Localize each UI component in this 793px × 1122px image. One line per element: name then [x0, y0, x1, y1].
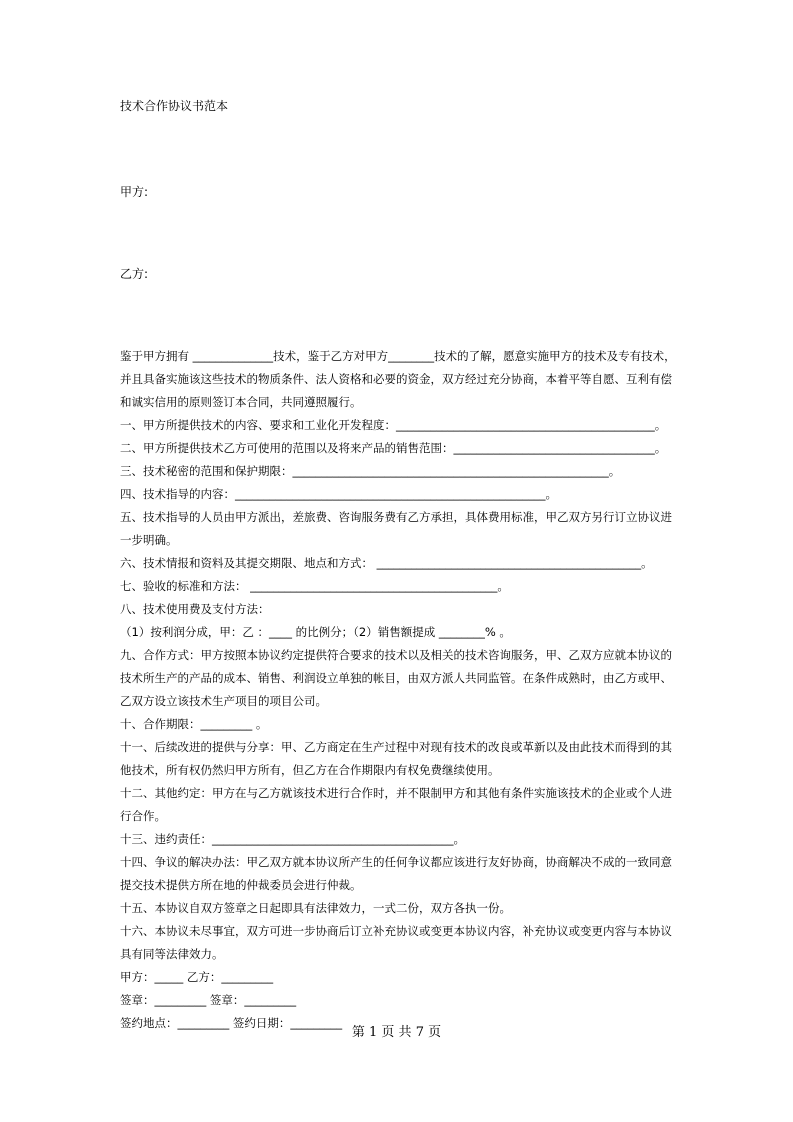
- agreement-body: [120, 345, 680, 1035]
- paragraph-clause-4: 四、技术指导的内容：______________________________________________________。: [120, 487, 557, 501]
- signature-seal-line: 签章：_________ 签章：_________: [120, 993, 297, 1007]
- paragraph-clause-8: 八、技术使用费及支付方法：: [120, 602, 270, 616]
- paragraph-clause-10: 十、合作期限：_________ 。: [120, 717, 268, 731]
- paragraph-clause-13: 十三、违约责任：__________________________________________。: [120, 832, 465, 846]
- party-b-label: 乙方:: [120, 267, 149, 281]
- page-number-footer: 第 1 页 共 7 页: [351, 1025, 442, 1040]
- party-a-label: 甲方:: [120, 185, 149, 199]
- paragraph-clause-9: 九、合作方式：甲方按照本协议约定提供符合要求的技术以及相关的技术咨询服务，甲、乙双方应就本协议的技术所生产的产品的成本、销售、利润设立单独的帐目，由双方派人共同监管。在条件成熟时，由乙方或甲、乙双方设立该技术生产项目的项目公司。: [120, 648, 672, 708]
- signature-place-date-line: 签约地点：_________ 签约日期：_________: [120, 1016, 343, 1030]
- paragraph-clause-15: 十五、本协议自双方签章之日起即具有法律效力，一式二份，双方各执一份。: [120, 901, 511, 915]
- paragraph-preamble: 鉴于甲方拥有 ______________技术，鉴于乙方对甲方________技术的了解，愿意实施甲方的技术及专有技术，并且具备实施该这些技术的物质条件、法人资格和必要的资金，双方经过充分协商，本着平等自愿、互利有偿和诚实信用的原则签订本合同，共同遵照履行。: [120, 349, 676, 409]
- signature-parties-line: 甲方：_____ 乙方：_________: [120, 970, 274, 984]
- paragraph-clause-16: 十六、本协议未尽事宜，双方可进一步协商后订立补充协议或变更本协议内容，补充协议或变更内容与本协议具有同等法律效力。: [120, 924, 672, 961]
- paragraph-clause-3: 三、技术秘密的范围和保护期限：_______________________________________________________。: [120, 464, 621, 478]
- paragraph-clause-1: 一、甲方所提供技术的内容、要求和工业化开发程度：_____________________________________________。: [120, 418, 667, 432]
- paragraph-clause-2: 二、甲方所提供技术乙方可使用的范围以及将来产品的销售范围：___________________________________。: [120, 441, 667, 455]
- paragraph-clause-8-detail: （1）按利润分成，甲：乙 ：____ 的比例分；（2）销售额提成 ________% 。: [120, 625, 511, 639]
- paragraph-clause-6: 六、技术情报和资料及其提交期限、地点和方式： ______________________________________________。: [120, 556, 653, 570]
- paragraph-clause-14: 十四、争议的解决办法：甲乙双方就本协议所产生的任何争议都应该进行友好协商，协商解决不成的一致同意提交技术提供方所在地的仲裁委员会进行仲裁。: [120, 855, 672, 892]
- paragraph-clause-11: 十一、后续改进的提供与分享：甲、乙方商定在生产过程中对现有技术的改良或革新以及由此技术而得到的其他技术，所有权仍然归甲方所有，但乙方在合作期限内有权免费继续使用。: [120, 740, 672, 777]
- paragraph-clause-5: 五、技术指导的人员由甲方派出，差旅费、咨询服务费有乙方承担，具体费用标准，甲乙双方另行订立协议进一步明确。: [120, 510, 672, 547]
- paragraph-clause-12: 十二、其他约定：甲方在与乙方就该技术进行合作时，并不限制甲方和其他有条件实施该技术的企业或个人进行合作。: [120, 786, 672, 823]
- paragraph-clause-7: 七、验收的标准和方法： ___________________________________________。: [120, 579, 509, 593]
- document-title: 技术合作协议书范本: [120, 99, 229, 113]
